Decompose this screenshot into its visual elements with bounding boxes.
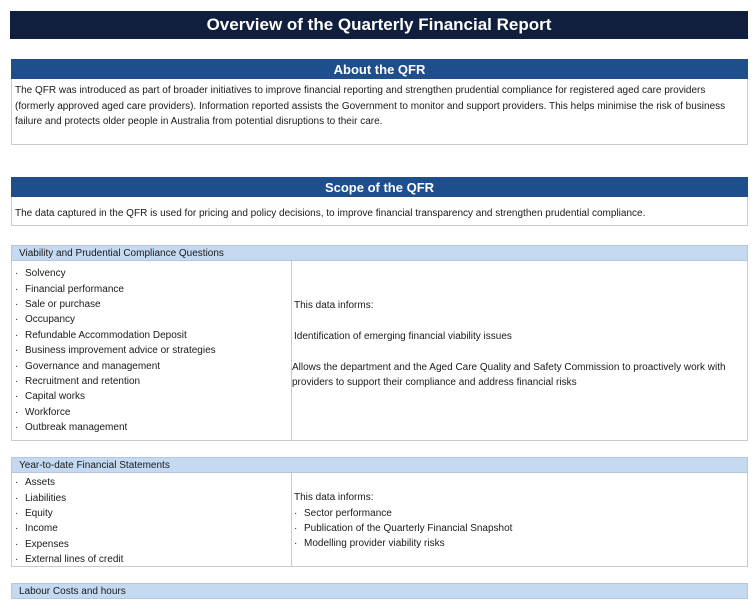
bullet-icon: · [15, 360, 19, 372]
list-item: · Refundable Accommodation Deposit [15, 329, 187, 341]
bullet-icon: · [15, 298, 19, 310]
about-heading: About the QFR [11, 59, 748, 79]
page-title: Overview of the Quarterly Financial Report [10, 11, 748, 39]
bullet-icon: · [15, 422, 19, 434]
bullet-icon: · [15, 391, 19, 403]
bullet-icon: · [15, 477, 19, 489]
list-item: · Assets [15, 477, 56, 489]
bullet-icon: · [15, 375, 19, 387]
informs-point: Identification of emerging financial viability issues [294, 331, 512, 342]
list-item: · Solvency [15, 268, 66, 280]
list-item: · Capital works [15, 391, 86, 403]
bullet-icon: · [15, 283, 19, 295]
bullet-icon: · [15, 329, 19, 341]
bullet-icon: · [15, 507, 19, 519]
bullet-icon: · [15, 538, 19, 550]
viability-table [11, 261, 748, 441]
bullet-icon: · [294, 522, 298, 534]
list-item: · Modelling provider viability risks [294, 538, 445, 550]
list-item: · Sector performance [294, 507, 392, 519]
bullet-icon: · [15, 554, 19, 566]
list-item: · External lines of credit [15, 554, 124, 566]
list-item: · Governance and management [15, 360, 161, 372]
ytd-informs [292, 473, 747, 566]
informs-label: This data informs: [294, 300, 374, 311]
viability-informs [292, 261, 747, 440]
list-item: · Workforce [15, 406, 71, 418]
scope-body: The data captured in the QFR is used for pricing and policy decisions, to improve financial transparency and strengthen prudential compliance. [11, 197, 748, 226]
informs-point: Allows the department and the Aged Care Quality and Safety Commission to proactively work with providers to support their compliance and address financial risks [292, 362, 726, 389]
about-body: The QFR was introduced as part of broader initiatives to improve financial reporting and strengthen prudential compliance for registered aged care providers (formerly approved aged care providers). Information reported assists the Government to monitor and support providers. This helps minimise the risk of business failure and protects older people in Australia from potential disruptions to their care. [11, 79, 748, 145]
list-item: · Recruitment and retention [15, 375, 141, 387]
list-item: · Sale or purchase [15, 298, 101, 310]
ytd-table [11, 473, 748, 567]
ytd-heading: Year-to-date Financial Statements [11, 457, 748, 473]
list-item: · Business improvement advice or strategies [15, 345, 216, 357]
ytd-list [12, 473, 292, 566]
viability-list [12, 261, 292, 440]
bullet-icon: · [15, 268, 19, 280]
list-item: · Income [15, 523, 58, 535]
bullet-icon: · [15, 406, 19, 418]
list-item: · Expenses [15, 538, 69, 550]
bullet-icon: · [15, 314, 19, 326]
list-item: · Liabilities [15, 492, 67, 504]
informs-label: This data informs: [294, 492, 374, 504]
bullet-icon: · [294, 507, 298, 519]
bullet-icon: · [15, 345, 19, 357]
list-item: · Publication of the Quarterly Financial Snapshot [294, 522, 513, 534]
bullet-icon: · [15, 492, 19, 504]
list-item: · Financial performance [15, 283, 124, 295]
list-item: · Occupancy [15, 314, 76, 326]
bullet-icon: · [294, 538, 298, 550]
viability-heading: Viability and Prudential Compliance Questions [11, 245, 748, 261]
list-item: · Outbreak management [15, 422, 128, 434]
bullet-icon: · [15, 523, 19, 535]
labour-heading: Labour Costs and hours [11, 583, 748, 599]
scope-heading: Scope of the QFR [11, 177, 748, 197]
list-item: · Equity [15, 507, 53, 519]
